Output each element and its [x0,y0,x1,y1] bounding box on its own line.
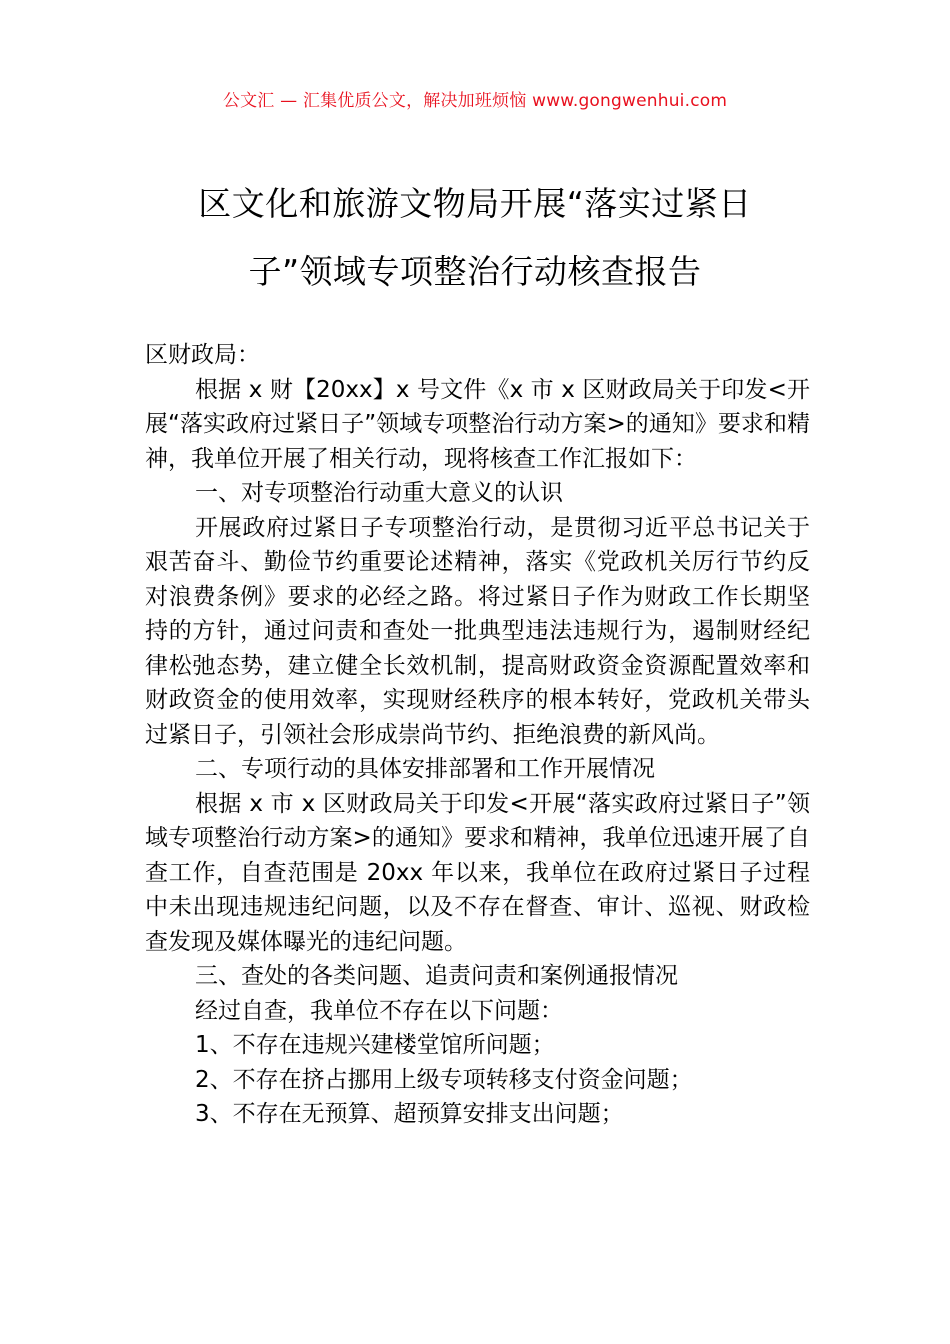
document-body [145,338,810,1132]
section-heading-1: 一、对专项整治行动重大意义的认识 [195,480,563,506]
document-title [60,170,890,306]
paragraph-self-check: 经过自查，我单位不存在以下问题： [195,997,563,1024]
salutation: 区财政局： [145,342,260,368]
paragraph-arrangement: 根据 x 市 x 区财政局关于印发<开展“落实政府过紧日子”领域专项整治行动方案>的通知》要求和精神，我单位迅速开展了自查工作，自查范围是 20xx 年以来，我单位在政府过紧日子过程中未出现违规违纪问题，以及不存在督查、审计、巡视、财政检查发现及媒体曝光的违纪问题。 [145,790,810,955]
list-item-3: 3、不存在无预算、超预算安排支出问题； [195,1101,624,1127]
title-line-2: 子”领域专项整治行动核查报告 [248,252,702,291]
paragraph-significance: 开展政府过紧日子专项整治行动，是贯彻习近平总书记关于艰苦奋斗、勤俭节约重要论述精神，落实《党政机关厉行节约反对浪费条例》要求的必经之路。将过紧日子作为财政工作长期坚持的方针，通过问责和查处一批典型违法违规行为，遏制财经纪律松弛态势，建立健全长效机制，提高财政资金资源配置效率和财政资金的使用效率，实现财经秩序的根本转好，党政机关带头过紧日子，引领社会形成崇尚节约、拒绝浪费的新风尚。 [145,514,810,748]
section-heading-2: 二、专项行动的具体安排部署和工作开展情况 [195,756,655,782]
list-item-1: 1、不存在违规兴建楼堂馆所问题； [195,1032,555,1058]
paragraph-intro: 根据 x 财【20xx】x 号文件《x 市 x 区财政局关于印发<开展“落实政府过紧日子”领域专项整治行动方案>的通知》要求和精神，我单位开展了相关行动，现将核查工作汇报如下： [145,376,810,472]
title-line-1: 区文化和旅游文物局开展“落实过紧日 [198,184,752,223]
header-banner: 公文汇 — 汇集优质公文，解决加班烦恼 www.gongwenhui.com [222,91,728,111]
list-item-2: 2、不存在挤占挪用上级专项转移支付资金问题； [195,1066,693,1093]
section-heading-3: 三、查处的各类问题、追责问责和案例通报情况 [195,963,678,989]
